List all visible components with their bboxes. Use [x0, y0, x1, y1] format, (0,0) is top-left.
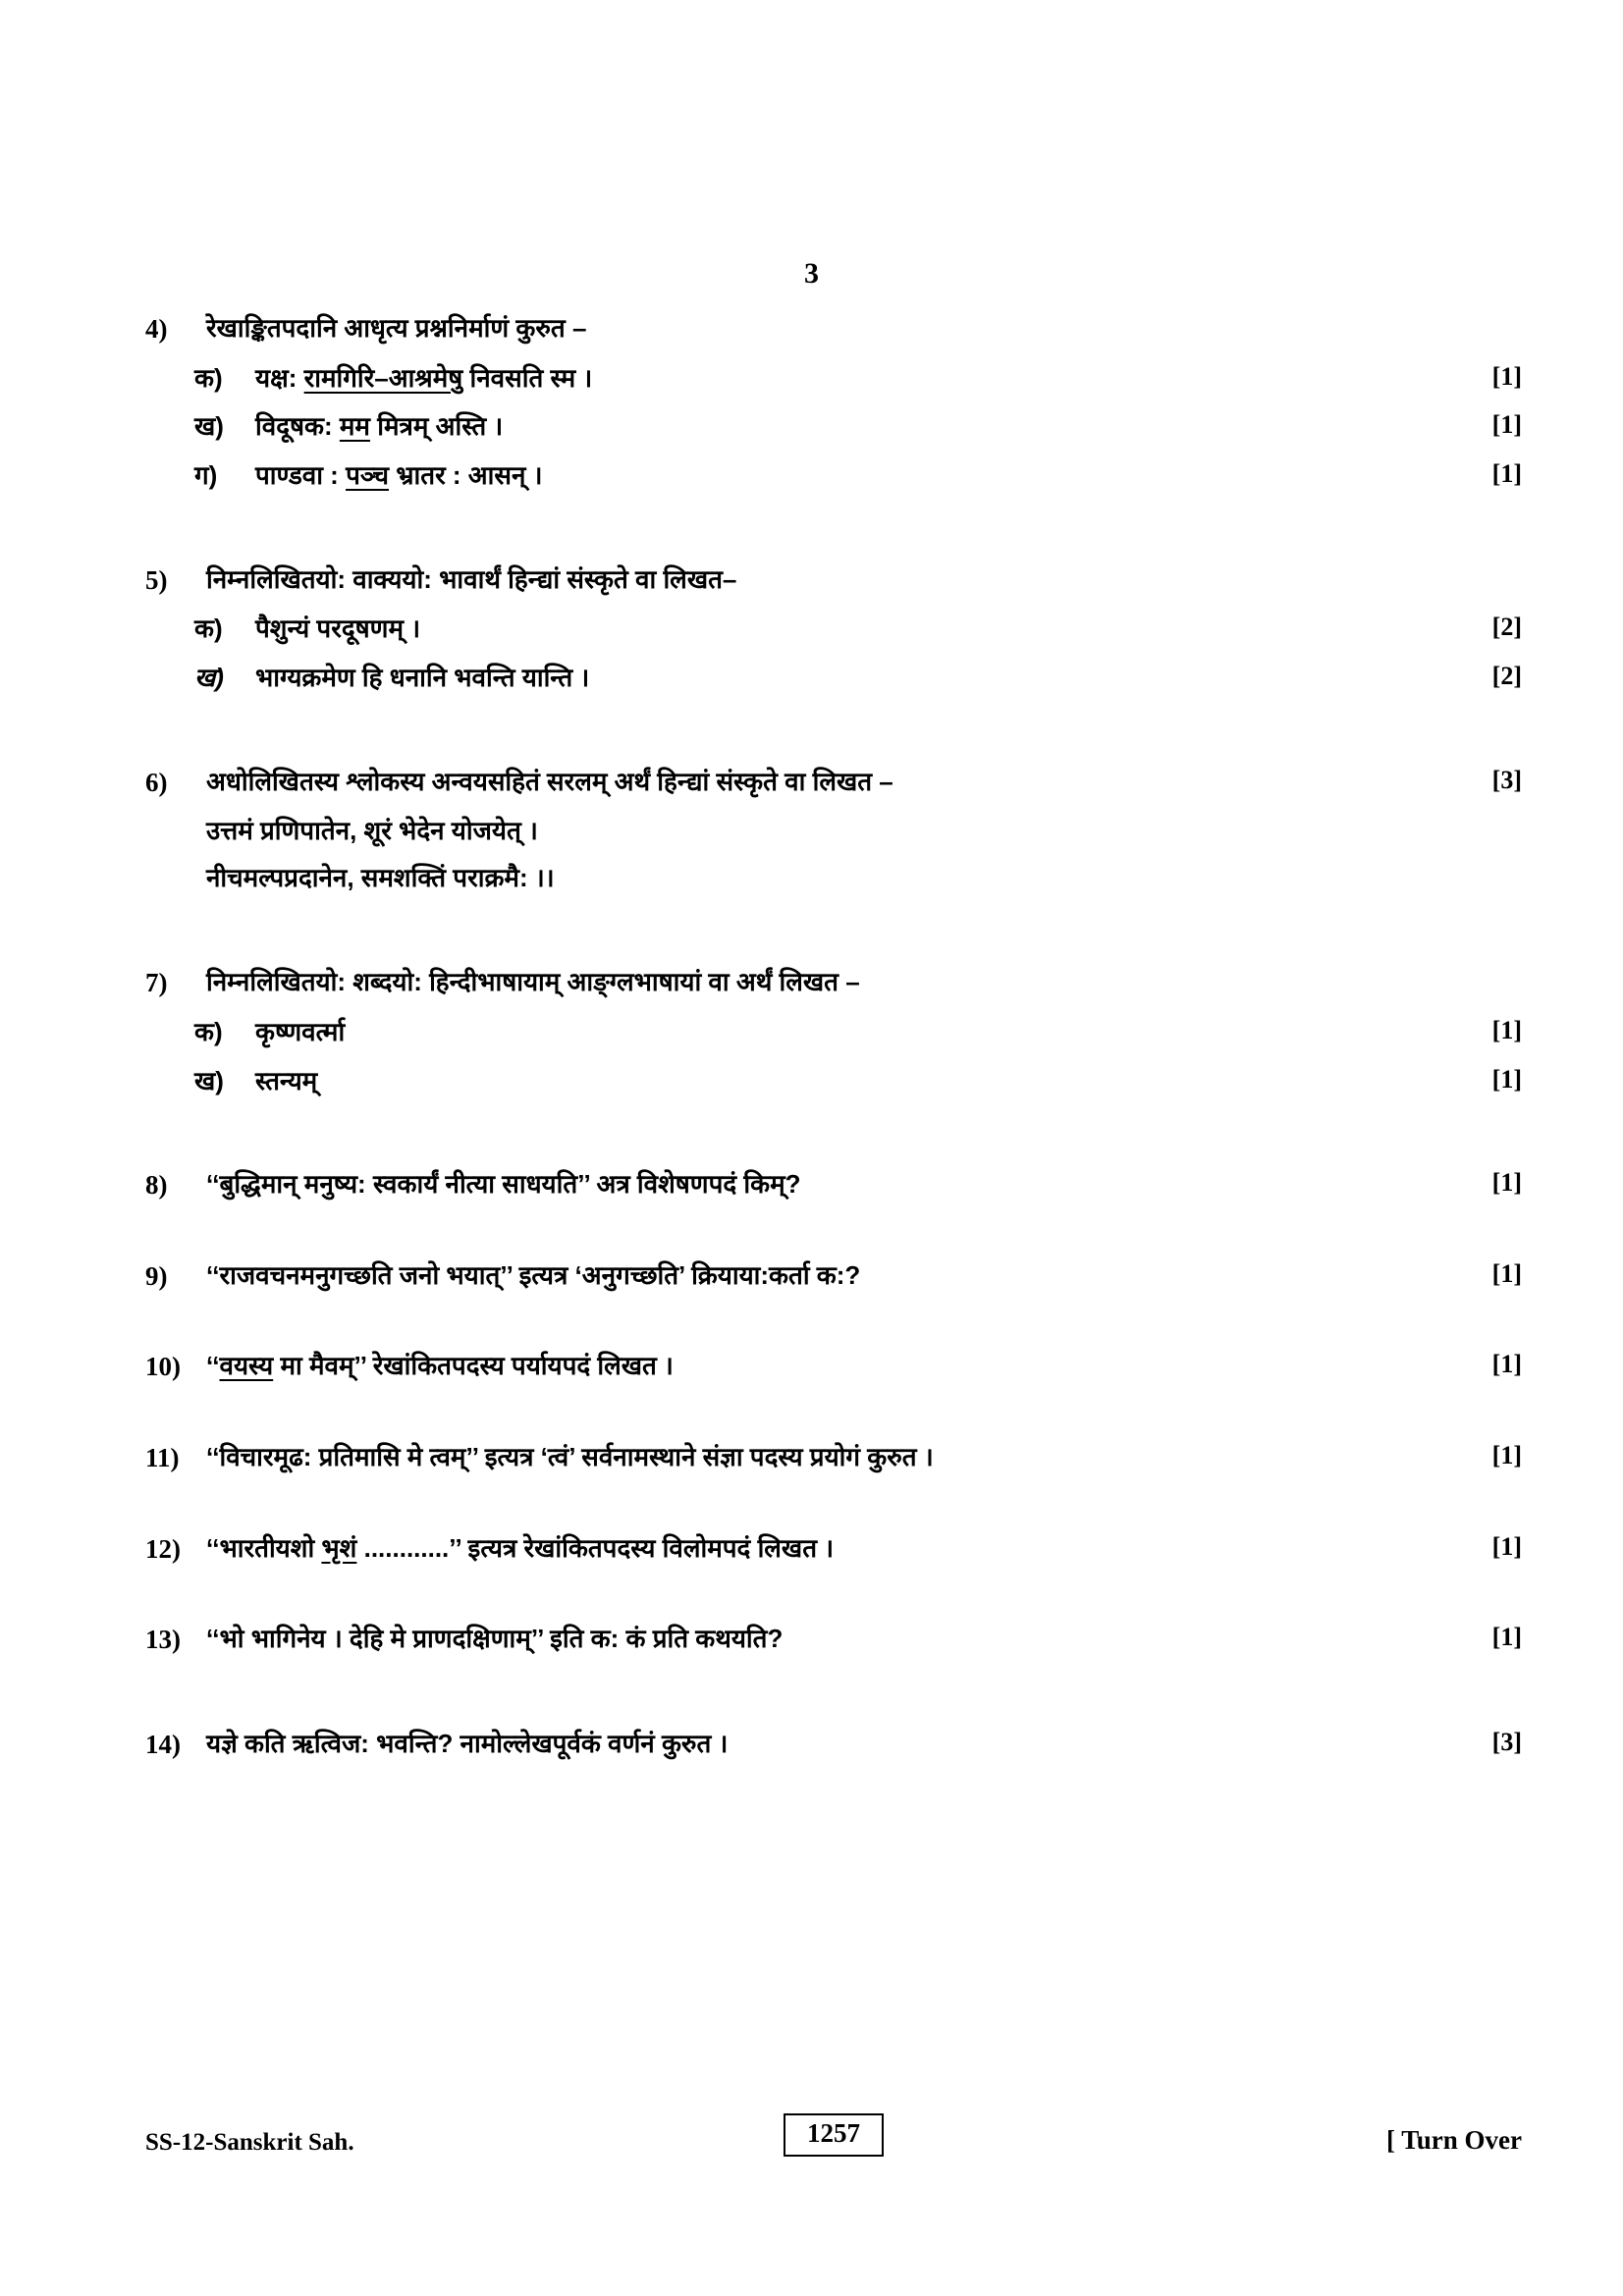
question-13	[145, 1623, 1522, 1657]
text-before-underline: पाण्डवा :	[255, 460, 347, 491]
sub-item-label: क)	[194, 1016, 223, 1046]
underlined-phrase: पञ्च	[346, 460, 390, 491]
question-11-stem: ‘‘विचारमूढ: प्रतिमासि मे त्वम्’’ इत्यत्र ‘त्वं’ सर्वनामस्थाने संज्ञा पदस्य प्रयोगं कुरुत ।	[206, 1442, 934, 1471]
question-11	[145, 1441, 1522, 1475]
question-5-number: 5)	[145, 564, 168, 595]
spacer	[145, 1566, 1481, 1623]
marks-badge: [1]	[1491, 1441, 1522, 1469]
question-6-verse-line-1: उत्तमं प्रणिपातेन, शूरं भेदेन योजयेत् ।	[206, 815, 538, 845]
text-after-underline: मित्रम् अस्ति ।	[369, 411, 504, 442]
question-8-stem-row	[145, 1168, 1522, 1202]
sub-item-label: ग)	[194, 460, 218, 491]
marks-badge: [1]	[1491, 1015, 1522, 1044]
spacer	[145, 1384, 1481, 1441]
question-9-number: 9)	[145, 1260, 168, 1291]
question-8	[145, 1168, 1522, 1202]
question-13-stem: ‘‘भो भागिनेय । देहि मे प्राणदक्षिणाम्’’ इति क: कं प्रति कथयति?	[206, 1624, 784, 1654]
question-9-stem: ‘‘राजवचनमनुगच्छति जनो भयात्’’ इत्यत्र ‘अनुगच्छति’ क्रियाया:कर्ता क:?	[206, 1259, 861, 1290]
underlined-phrase: रामगिरि–आश्रमेषु	[303, 362, 463, 393]
spacer	[145, 695, 1481, 766]
question-9	[145, 1258, 1522, 1294]
underlined-phrase: वयस्य	[219, 1351, 274, 1381]
text-before-underline: ‘‘	[206, 1351, 220, 1381]
text-after-underline: भ्रातर : आसन् ।	[389, 460, 543, 491]
question-14-stem-row	[145, 1727, 1522, 1762]
marks-badge: [1]	[1491, 1350, 1522, 1379]
question-7-stem-row	[145, 966, 1481, 1000]
question-4-item-ka	[145, 361, 1522, 396]
sub-item-label: क)	[194, 614, 223, 644]
question-5-stem-row	[145, 563, 1481, 598]
question-7	[145, 966, 1522, 1097]
question-5-stem: निम्नलिखितयो: वाक्ययो: भावार्थं हिन्द्यां संस्कृते वा लिखत–	[206, 563, 737, 594]
question-12-number: 12)	[145, 1533, 181, 1564]
question-7-stem: निम्नलिखितयो: शब्दयो: हिन्दीभाषायाम् आङ्ग्लभाषायां वा अर्थं लिखत –	[206, 967, 860, 997]
marks-badge: [3]	[1491, 766, 1522, 795]
underlined-phrase: मम	[339, 411, 370, 442]
question-14-number: 14)	[145, 1729, 181, 1759]
question-10-stem-row	[145, 1350, 1522, 1384]
sub-item-text: स्तन्यम्	[255, 1065, 318, 1095]
question-6-stem: अधोलिखितस्य श्लोकस्य अन्वयसहितं सरलम् अर्थं हिन्द्यां संस्कृते वा लिखत –	[206, 767, 893, 797]
sub-item-label: ख)	[194, 663, 224, 693]
text-after-underline: मा मैवम्’’ रेखांकितपदस्य पर्यायपदं लिखत ।	[273, 1351, 674, 1381]
sub-item-label: ख)	[194, 1065, 224, 1095]
question-11-number: 11)	[145, 1443, 180, 1472]
marks-badge: [2]	[1491, 662, 1522, 691]
marks-badge: [1]	[1491, 410, 1522, 440]
question-4-item-kha	[145, 410, 1522, 444]
sub-item-text	[255, 410, 1481, 444]
paper-code: SS-12-Sanskrit Sah.	[145, 2129, 354, 2156]
sub-item-text	[255, 362, 1481, 396]
paper-serial-box: 1257	[784, 2113, 884, 2157]
question-list	[145, 312, 1522, 1761]
question-5-item-kha	[145, 662, 1522, 695]
question-6	[145, 766, 1522, 895]
question-4-number: 4)	[145, 314, 168, 344]
question-12-stem-row	[145, 1531, 1522, 1567]
spacer	[145, 1475, 1481, 1532]
sub-item-label: क)	[194, 362, 223, 393]
question-8-stem: ‘‘बुद्धिमान् मनुष्य: स्वकार्यं नीत्या साधयति’’ अत्र विशेषणपदं किम्?	[206, 1169, 801, 1200]
sub-item-text: भाग्यक्रमेण हि धनानि भवन्ति यान्ति ।	[255, 663, 590, 693]
question-11-stem-row	[145, 1441, 1522, 1475]
marks-badge: [3]	[1491, 1727, 1522, 1756]
question-4-stem: रेखाङ्कितपदानि आधृत्य प्रश्ननिर्माणं कुरुत –	[206, 313, 587, 343]
marks-badge: [2]	[1491, 613, 1522, 642]
marks-badge: [1]	[1491, 1623, 1522, 1652]
text-before-underline: यक्ष:	[255, 362, 304, 393]
question-6-stem-row	[145, 766, 1522, 800]
marks-badge: [1]	[1491, 459, 1522, 489]
question-4	[145, 312, 1522, 493]
question-4-stem-row	[145, 312, 1481, 347]
question-5	[145, 563, 1522, 695]
spacer	[145, 895, 1481, 966]
spacer	[145, 493, 1481, 563]
question-12	[145, 1531, 1522, 1567]
question-4-item-ga	[145, 459, 1522, 493]
underlined-phrase: भृशं	[321, 1532, 357, 1563]
turn-over-label: [ Turn Over	[1385, 2125, 1522, 2155]
question-12-stem	[206, 1532, 1481, 1566]
question-7-item-kha	[145, 1064, 1522, 1098]
sub-item-text	[255, 459, 1481, 493]
marks-badge: [1]	[1491, 1531, 1522, 1561]
question-6-number: 6)	[145, 768, 168, 798]
spacer	[145, 1097, 1481, 1168]
marks-badge: [1]	[1491, 1258, 1522, 1288]
sub-item-label: ख)	[194, 411, 224, 442]
spacer	[145, 1657, 1481, 1728]
question-14	[145, 1727, 1522, 1762]
text-after-underline: निवसति स्म ।	[462, 362, 593, 393]
question-14-stem: यज्ञे कति ऋत्विज: भवन्ति? नामोल्लेखपूर्वकं वर्णनं कुरुत ।	[206, 1728, 729, 1758]
question-8-number: 8)	[145, 1170, 168, 1201]
marks-badge: [1]	[1491, 1168, 1522, 1198]
question-10	[145, 1350, 1522, 1384]
page-number: 3	[804, 257, 819, 290]
marks-badge: [1]	[1491, 361, 1522, 391]
text-before-underline: विदूषक:	[255, 411, 340, 442]
question-10-stem	[206, 1350, 1481, 1383]
page-footer	[145, 2118, 1522, 2170]
question-7-number: 7)	[145, 968, 168, 998]
question-10-number: 10)	[145, 1352, 181, 1382]
sub-item-text: कृष्णवर्त्मा	[255, 1016, 346, 1046]
text-before-underline: ‘‘भारतीयशो	[206, 1532, 322, 1563]
question-13-number: 13)	[145, 1625, 181, 1655]
question-5-item-ka	[145, 613, 1522, 646]
sub-item-text: पैशुन्यं परदूषणम् ।	[255, 614, 421, 644]
question-13-stem-row	[145, 1623, 1522, 1657]
spacer	[145, 1293, 1481, 1350]
question-7-item-ka	[145, 1015, 1522, 1049]
marks-badge: [1]	[1491, 1064, 1522, 1094]
text-after-underline: ............’’ इत्यत्र रेखांकितपदस्य विलोमपदं लिखत ।	[356, 1532, 835, 1563]
question-6-verse-line-2: नीचमल्पप्रदानेन, समशक्तिं पराक्रमै: ।।	[206, 863, 555, 893]
question-9-stem-row	[145, 1258, 1522, 1294]
spacer	[145, 1202, 1481, 1259]
